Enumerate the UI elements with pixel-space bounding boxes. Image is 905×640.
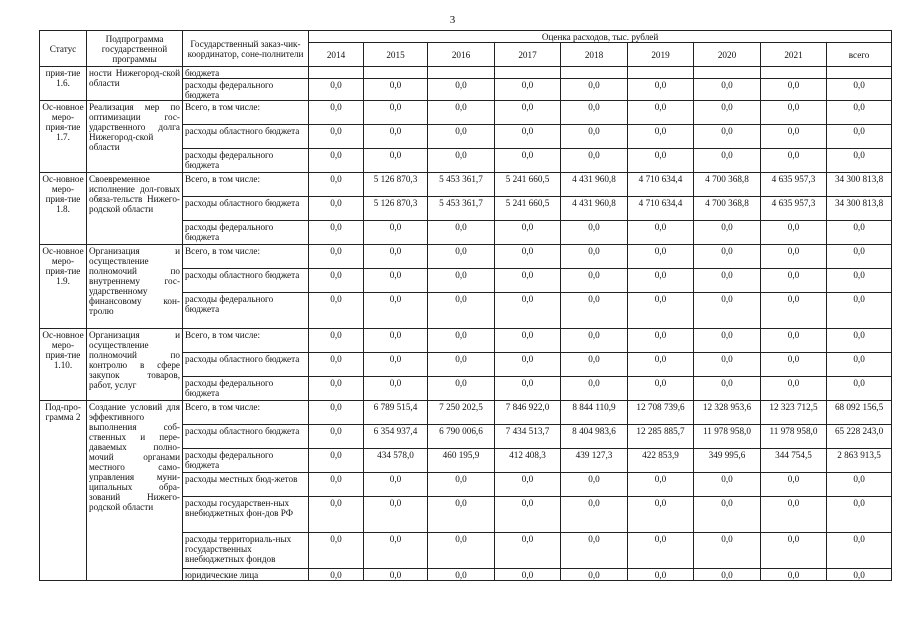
category-cell: расходы областного бюджета [183, 425, 309, 449]
year-value-cell: 0,0 [761, 353, 827, 377]
subprogram-cell: Реализация мер по оптимизации гос-ударственного долга Нижегород-ской области [87, 101, 183, 173]
header-year: 2014 [309, 43, 364, 67]
year-value-cell: 0,0 [364, 293, 428, 329]
year-value-cell: 0,0 [309, 245, 364, 269]
year-value-cell: 0,0 [694, 569, 761, 581]
year-value-cell [309, 67, 364, 79]
year-value-cell: 344 754,5 [761, 449, 827, 473]
year-value-cell: 0,0 [628, 533, 694, 569]
year-value-cell: 0,0 [628, 473, 694, 497]
table-row [40, 173, 892, 197]
category-cell: расходы областного бюджета [183, 269, 309, 293]
year-value-cell: 0,0 [628, 569, 694, 581]
year-value-cell: 0,0 [495, 569, 561, 581]
header-year: 2019 [628, 43, 694, 67]
total-value-cell: 0,0 [827, 149, 892, 173]
category-cell: расходы федерального бюджета [183, 79, 309, 101]
header-estimate: Оценка расходов, тыс. рублей [309, 31, 892, 43]
year-value-cell: 0,0 [761, 101, 827, 125]
year-value-cell: 0,0 [694, 125, 761, 149]
year-value-cell: 0,0 [628, 293, 694, 329]
year-value-cell: 0,0 [694, 269, 761, 293]
year-value-cell: 0,0 [628, 245, 694, 269]
year-value-cell: 0,0 [761, 149, 827, 173]
year-value-cell: 0,0 [628, 149, 694, 173]
year-value-cell: 7 846 922,0 [495, 401, 561, 425]
table-header [40, 31, 892, 67]
year-value-cell: 0,0 [428, 79, 495, 101]
year-value-cell: 0,0 [761, 269, 827, 293]
year-value-cell: 0,0 [495, 329, 561, 353]
total-value-cell: 0,0 [827, 245, 892, 269]
year-value-cell: 4 710 634,4 [628, 173, 694, 197]
category-cell: расходы территориаль-ных государственных внебюджетных фондов [183, 533, 309, 569]
year-value-cell: 8 844 110,9 [561, 401, 628, 425]
year-value-cell: 0,0 [561, 269, 628, 293]
category-cell: бюджета [183, 67, 309, 79]
year-value-cell: 0,0 [364, 569, 428, 581]
year-value-cell: 0,0 [694, 353, 761, 377]
table-row [40, 329, 892, 353]
year-value-cell: 0,0 [309, 79, 364, 101]
year-value-cell: 0,0 [561, 245, 628, 269]
year-value-cell: 0,0 [561, 329, 628, 353]
year-value-cell: 0,0 [761, 245, 827, 269]
year-value-cell: 5 241 660,5 [495, 197, 561, 221]
year-value-cell: 0,0 [628, 377, 694, 401]
category-cell: расходы федерального бюджета [183, 149, 309, 173]
category-cell: Всего, в том числе: [183, 245, 309, 269]
total-value-cell: 0,0 [827, 497, 892, 533]
year-value-cell: 0,0 [495, 269, 561, 293]
year-value-cell: 12 285 885,7 [628, 425, 694, 449]
status-cell: Ос-новное меро-прия-тие 1.8. [40, 173, 87, 245]
year-value-cell: 11 978 958,0 [761, 425, 827, 449]
year-value-cell: 8 404 983,6 [561, 425, 628, 449]
year-value-cell: 0,0 [561, 101, 628, 125]
year-value-cell: 0,0 [628, 101, 694, 125]
year-value-cell: 0,0 [628, 329, 694, 353]
year-value-cell: 0,0 [561, 125, 628, 149]
total-value-cell: 0,0 [827, 377, 892, 401]
year-value-cell: 12 708 739,6 [628, 401, 694, 425]
year-value-cell: 4 700 368,8 [694, 197, 761, 221]
status-cell: Под-про-грамма 2 [40, 401, 87, 581]
year-value-cell: 0,0 [364, 329, 428, 353]
year-value-cell: 0,0 [428, 377, 495, 401]
year-value-cell: 5 126 870,3 [364, 197, 428, 221]
year-value-cell: 0,0 [561, 497, 628, 533]
table-row [40, 401, 892, 425]
year-value-cell: 0,0 [309, 449, 364, 473]
subprogram-cell: Своевременное исполнение дол-говых обяза-тельств Нижего-родской области [87, 173, 183, 245]
header-year: 2015 [364, 43, 428, 67]
total-value-cell: 0,0 [827, 329, 892, 353]
category-cell: расходы областного бюджета [183, 353, 309, 377]
year-value-cell: 0,0 [428, 533, 495, 569]
status-cell: Ос-новное меро-прия-тие 1.10. [40, 329, 87, 401]
total-value-cell: 0,0 [827, 221, 892, 245]
year-value-cell: 0,0 [694, 221, 761, 245]
year-value-cell [495, 67, 561, 79]
total-value-cell [827, 67, 892, 79]
year-value-cell: 0,0 [561, 149, 628, 173]
year-value-cell: 0,0 [309, 497, 364, 533]
category-cell: расходы местных бюд-жетов [183, 473, 309, 497]
year-value-cell: 0,0 [309, 293, 364, 329]
year-value-cell: 0,0 [428, 293, 495, 329]
year-value-cell: 6 789 515,4 [364, 401, 428, 425]
year-value-cell: 0,0 [495, 293, 561, 329]
year-value-cell: 0,0 [694, 101, 761, 125]
year-value-cell: 5 453 361,7 [428, 173, 495, 197]
year-value-cell [428, 67, 495, 79]
year-value-cell: 0,0 [309, 425, 364, 449]
year-value-cell: 0,0 [561, 79, 628, 101]
total-value-cell: 0,0 [827, 79, 892, 101]
header-year: 2016 [428, 43, 495, 67]
category-cell: расходы федерального бюджета [183, 449, 309, 473]
total-value-cell: 34 300 813,8 [827, 173, 892, 197]
year-value-cell: 0,0 [428, 329, 495, 353]
header-total: всего [827, 43, 892, 67]
total-value-cell: 0,0 [827, 125, 892, 149]
total-value-cell: 65 228 243,0 [827, 425, 892, 449]
total-value-cell: 0,0 [827, 293, 892, 329]
year-value-cell: 0,0 [628, 79, 694, 101]
category-cell: расходы государствен-ных внебюджетных фон-дов РФ [183, 497, 309, 533]
status-cell: Ос-новное меро-прия-тие 1.7. [40, 101, 87, 173]
year-value-cell: 0,0 [309, 569, 364, 581]
header-year: 2018 [561, 43, 628, 67]
year-value-cell: 0,0 [495, 533, 561, 569]
year-value-cell: 5 453 361,7 [428, 197, 495, 221]
subprogram-cell: Организация и осуществление полномочий по контролю в сфере закупок товаров, работ, услуг [87, 329, 183, 401]
category-cell: юридические лица [183, 569, 309, 581]
year-value-cell: 0,0 [309, 149, 364, 173]
header-subprogram: Подпрограмма государственной программы [87, 31, 183, 67]
year-value-cell: 412 408,3 [495, 449, 561, 473]
status-cell: Ос-новное меро-прия-тие 1.9. [40, 245, 87, 329]
total-value-cell: 0,0 [827, 101, 892, 125]
year-value-cell: 0,0 [428, 353, 495, 377]
year-value-cell: 4 431 960,8 [561, 173, 628, 197]
year-value-cell: 0,0 [309, 353, 364, 377]
year-value-cell: 0,0 [761, 293, 827, 329]
year-value-cell [694, 67, 761, 79]
year-value-cell: 0,0 [495, 497, 561, 533]
year-value-cell: 434 578,0 [364, 449, 428, 473]
year-value-cell: 6 790 006,6 [428, 425, 495, 449]
year-value-cell: 460 195,9 [428, 449, 495, 473]
year-value-cell: 0,0 [628, 497, 694, 533]
total-value-cell: 0,0 [827, 269, 892, 293]
year-value-cell: 0,0 [694, 329, 761, 353]
year-value-cell: 0,0 [309, 401, 364, 425]
year-value-cell: 0,0 [761, 221, 827, 245]
year-value-cell [761, 67, 827, 79]
year-value-cell: 5 241 660,5 [495, 173, 561, 197]
category-cell: расходы федерального бюджета [183, 293, 309, 329]
header-status: Статус [40, 31, 87, 67]
year-value-cell: 0,0 [495, 149, 561, 173]
year-value-cell: 0,0 [364, 497, 428, 533]
year-value-cell: 0,0 [428, 149, 495, 173]
table-row [40, 67, 892, 79]
year-value-cell: 0,0 [761, 473, 827, 497]
year-value-cell: 4 700 368,8 [694, 173, 761, 197]
year-value-cell: 0,0 [561, 569, 628, 581]
total-value-cell: 0,0 [827, 473, 892, 497]
category-cell: Всего, в том числе: [183, 329, 309, 353]
year-value-cell: 0,0 [309, 533, 364, 569]
year-value-cell: 6 354 937,4 [364, 425, 428, 449]
year-value-cell: 4 710 634,4 [628, 197, 694, 221]
year-value-cell: 12 328 953,6 [694, 401, 761, 425]
header-year: 2017 [495, 43, 561, 67]
year-value-cell: 0,0 [309, 173, 364, 197]
year-value-cell: 0,0 [694, 473, 761, 497]
year-value-cell: 0,0 [561, 377, 628, 401]
year-value-cell: 4 635 957,3 [761, 197, 827, 221]
header-year: 2021 [761, 43, 827, 67]
subprogram-cell: ности Нижегород-ской области [87, 67, 183, 101]
total-value-cell: 0,0 [827, 353, 892, 377]
header-year: 2020 [694, 43, 761, 67]
year-value-cell: 0,0 [561, 293, 628, 329]
year-value-cell: 0,0 [561, 221, 628, 245]
total-value-cell: 0,0 [827, 569, 892, 581]
year-value-cell: 0,0 [495, 125, 561, 149]
year-value-cell: 0,0 [628, 269, 694, 293]
year-value-cell: 0,0 [309, 269, 364, 293]
year-value-cell: 7 250 202,5 [428, 401, 495, 425]
header-customer: Государственный заказ-чик-координатор, соне-полнители [183, 31, 309, 67]
year-value-cell [628, 67, 694, 79]
year-value-cell: 0,0 [428, 125, 495, 149]
year-value-cell: 0,0 [761, 569, 827, 581]
year-value-cell: 0,0 [364, 101, 428, 125]
year-value-cell: 0,0 [309, 197, 364, 221]
page-number: 3 [449, 14, 456, 26]
subprogram-cell: Организация и осуществление полномочий по внутреннему гос-ударственному финансовому кон-тролю [87, 245, 183, 329]
year-value-cell: 0,0 [364, 245, 428, 269]
year-value-cell: 0,0 [761, 533, 827, 569]
year-value-cell: 0,0 [694, 79, 761, 101]
year-value-cell: 0,0 [495, 473, 561, 497]
year-value-cell [364, 67, 428, 79]
total-value-cell: 68 092 156,5 [827, 401, 892, 425]
year-value-cell: 0,0 [761, 377, 827, 401]
year-value-cell: 0,0 [761, 125, 827, 149]
year-value-cell: 0,0 [309, 221, 364, 245]
year-value-cell: 0,0 [495, 79, 561, 101]
year-value-cell: 0,0 [364, 269, 428, 293]
category-cell: расходы федерального бюджета [183, 377, 309, 401]
year-value-cell: 0,0 [495, 221, 561, 245]
year-value-cell: 0,0 [309, 125, 364, 149]
table-row [40, 101, 892, 125]
total-value-cell: 34 300 813,8 [827, 197, 892, 221]
year-value-cell: 0,0 [495, 377, 561, 401]
year-value-cell: 0,0 [561, 473, 628, 497]
year-value-cell: 0,0 [364, 149, 428, 173]
year-value-cell: 0,0 [364, 533, 428, 569]
year-value-cell: 0,0 [428, 269, 495, 293]
year-value-cell: 0,0 [761, 329, 827, 353]
year-value-cell: 0,0 [694, 377, 761, 401]
year-value-cell: 5 126 870,3 [364, 173, 428, 197]
category-cell: Всего, в том числе: [183, 173, 309, 197]
budget-table-container [39, 30, 884, 581]
total-value-cell: 2 863 913,5 [827, 449, 892, 473]
year-value-cell: 0,0 [428, 497, 495, 533]
year-value-cell: 4 431 960,8 [561, 197, 628, 221]
year-value-cell: 0,0 [561, 533, 628, 569]
year-value-cell: 0,0 [428, 569, 495, 581]
year-value-cell: 4 635 957,3 [761, 173, 827, 197]
category-cell: расходы областного бюджета [183, 125, 309, 149]
year-value-cell: 0,0 [628, 221, 694, 245]
year-value-cell: 0,0 [761, 79, 827, 101]
year-value-cell: 0,0 [364, 79, 428, 101]
year-value-cell: 0,0 [561, 353, 628, 377]
year-value-cell: 0,0 [495, 245, 561, 269]
year-value-cell: 0,0 [694, 245, 761, 269]
year-value-cell: 0,0 [428, 245, 495, 269]
year-value-cell: 0,0 [364, 377, 428, 401]
year-value-cell: 0,0 [309, 101, 364, 125]
category-cell: расходы федерального бюджета [183, 221, 309, 245]
year-value-cell: 0,0 [495, 101, 561, 125]
year-value-cell: 422 853,9 [628, 449, 694, 473]
year-value-cell: 7 434 513,7 [495, 425, 561, 449]
subprogram-cell: Создание условий для эффективного выполнения соб-ственных и пере-даваемых полно-мочий органами местного само-управления муни-ципальных обра-зований Нижего-родской области [87, 401, 183, 581]
category-cell: Всего, в том числе: [183, 401, 309, 425]
year-value-cell: 439 127,3 [561, 449, 628, 473]
table-body [40, 67, 892, 581]
year-value-cell: 11 978 958,0 [694, 425, 761, 449]
year-value-cell: 349 995,6 [694, 449, 761, 473]
category-cell: Всего, в том числе: [183, 101, 309, 125]
year-value-cell: 0,0 [428, 473, 495, 497]
year-value-cell: 0,0 [364, 473, 428, 497]
year-value-cell: 0,0 [364, 353, 428, 377]
year-value-cell: 0,0 [694, 497, 761, 533]
status-cell: прия-тие 1.6. [40, 67, 87, 101]
category-cell: расходы областного бюджета [183, 197, 309, 221]
year-value-cell: 0,0 [628, 353, 694, 377]
year-value-cell: 0,0 [694, 533, 761, 569]
year-value-cell: 0,0 [309, 329, 364, 353]
budget-table [39, 30, 892, 581]
year-value-cell: 0,0 [309, 473, 364, 497]
year-value-cell [561, 67, 628, 79]
total-value-cell: 0,0 [827, 533, 892, 569]
year-value-cell: 0,0 [364, 125, 428, 149]
year-value-cell: 0,0 [428, 101, 495, 125]
year-value-cell: 0,0 [364, 221, 428, 245]
year-value-cell: 0,0 [309, 377, 364, 401]
table-row [40, 245, 892, 269]
year-value-cell: 0,0 [628, 125, 694, 149]
year-value-cell: 0,0 [495, 353, 561, 377]
year-value-cell: 0,0 [428, 221, 495, 245]
year-value-cell: 12 323 712,5 [761, 401, 827, 425]
year-value-cell: 0,0 [761, 497, 827, 533]
year-value-cell: 0,0 [694, 293, 761, 329]
year-value-cell: 0,0 [694, 149, 761, 173]
